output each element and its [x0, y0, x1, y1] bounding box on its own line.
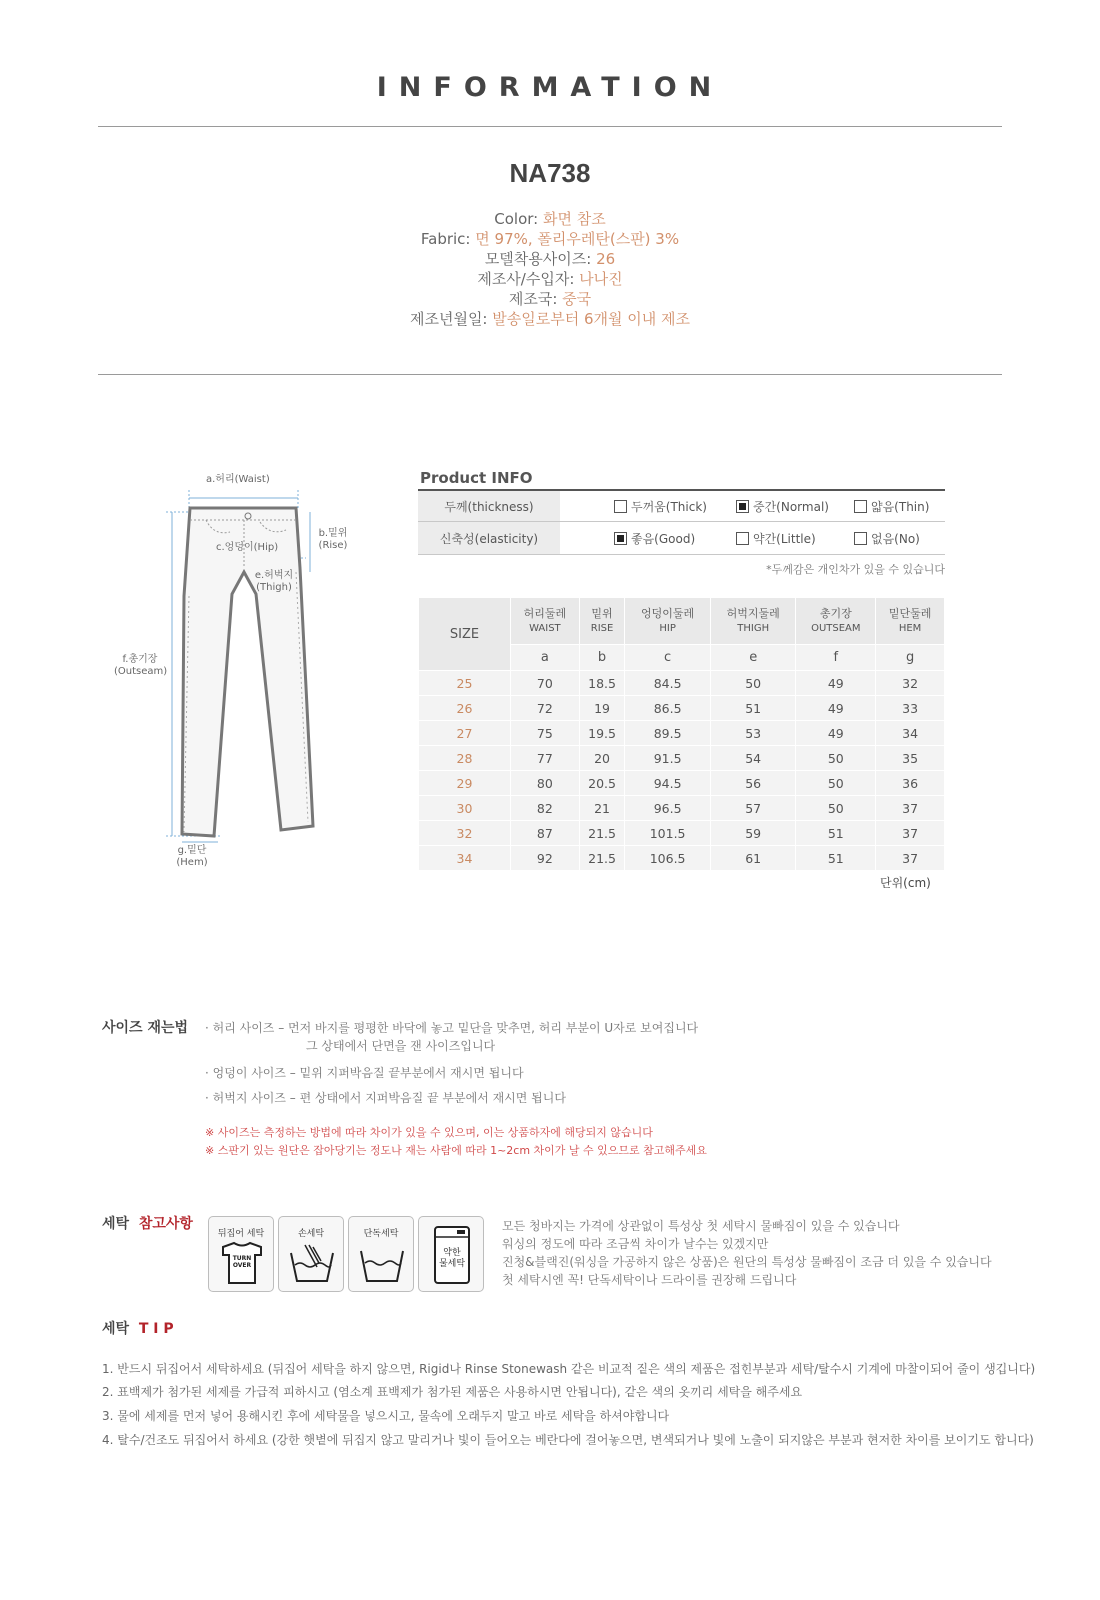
column-header-ko: 총기장 — [819, 607, 852, 620]
column-header — [796, 598, 876, 645]
hand-wash-icon — [287, 1241, 337, 1285]
spec-value: 26 — [596, 250, 616, 268]
measure-cell: 70 — [511, 671, 580, 696]
page-title: INFORMATION — [376, 72, 724, 103]
spec-label: 제조사/수입자: — [477, 270, 575, 288]
measuring-waist: · 허리 사이즈 – 먼저 바지를 평평한 바닥에 놓고 밑단을 맞추면, 허리 부분이 U자로 보여집니다 — [205, 1021, 699, 1035]
option-label: 약간(Little) — [753, 531, 816, 546]
spec-color — [0, 209, 1100, 229]
option-label: 없음(No) — [871, 531, 920, 546]
label-waist: a.허리(Waist) — [206, 474, 270, 485]
column-header-ko: 엉덩이둘레 — [641, 607, 695, 620]
column-header-en: OUTSEAM — [811, 623, 861, 634]
label-rise — [312, 528, 354, 552]
column-letter: a — [511, 645, 580, 671]
tips-title-black: 세탁 — [102, 1321, 130, 1337]
checkbox-unchecked-icon — [736, 532, 749, 545]
product-code: NA738 — [509, 158, 591, 188]
measure-cell: 37 — [876, 821, 945, 846]
washing-title-black: 세탁 — [102, 1216, 130, 1232]
divider — [98, 126, 1002, 127]
measure-cell: 34 — [876, 721, 945, 746]
measure-cell: 18.5 — [579, 671, 625, 696]
spec-list — [0, 209, 1100, 329]
tip-line: 4. 탈수/건조도 뒤집어서 하세요 (강한 햇볕에 뒤집지 않고 말리거나 빛이 들어오는 베란다에 걸어놓으면, 변색되거나 빛에 노출이 되지않은 부분과 현저한 차이를 보이기도 합니다) — [102, 1433, 1034, 1447]
thickness-row — [418, 489, 945, 522]
spec-value: 발송일로부터 6개월 이내 제조 — [492, 310, 691, 328]
size-cell: 27 — [419, 721, 511, 746]
wash-caption: 손세탁 — [297, 1229, 325, 1239]
washing-note: 첫 세탁시엔 꼭! 단독세탁이나 드라이를 권장해 드립니다 — [502, 1273, 797, 1287]
size-cell: 29 — [419, 771, 511, 796]
measure-cell: 92 — [511, 846, 580, 871]
option-little — [736, 530, 854, 547]
column-header — [625, 598, 711, 645]
measure-cell: 35 — [876, 746, 945, 771]
column-letter: e — [710, 645, 796, 671]
checkbox-unchecked-icon — [854, 500, 867, 513]
elasticity-row — [418, 522, 945, 555]
spec-label: 모델착용사이즈: — [484, 250, 592, 268]
table-row — [419, 746, 945, 771]
label-rise-ko: b.밑위 — [318, 528, 348, 539]
elasticity-label: 신축성(elasticity) — [418, 522, 560, 554]
label-hem-en: (Hem) — [176, 857, 208, 868]
elasticity-options — [560, 530, 945, 547]
measuring-waist-cont: 그 상태에서 단면을 잰 사이즈입니다 — [306, 1039, 496, 1053]
measure-cell: 87 — [511, 821, 580, 846]
option-no — [854, 530, 920, 547]
option-thick — [614, 498, 736, 515]
table-row — [419, 821, 945, 846]
measure-cell: 32 — [876, 671, 945, 696]
measure-cell: 94.5 — [625, 771, 711, 796]
washing-notes — [502, 1217, 992, 1289]
tip-line: 1. 반드시 뒤집어서 세탁하세요 (뒤집어 세탁을 하지 않으면, Rigid나 Rinse Stonewash 같은 비교적 짙은 색의 제품은 접힌부분과 세탁/탈수시 기계에 마찰이되어 줄이 생깁니다) — [102, 1362, 1036, 1376]
wash-tub-icon — [357, 1241, 407, 1285]
spec-value: 화면 참조 — [543, 210, 606, 228]
measure-cell: 37 — [876, 846, 945, 871]
checkbox-checked-icon — [614, 532, 627, 545]
measure-cell: 49 — [796, 696, 876, 721]
column-letter: b — [579, 645, 625, 671]
spec-manufacturer — [0, 269, 1100, 289]
measuring-title: 사이즈 재는법 — [102, 1020, 189, 1036]
table-row — [419, 696, 945, 721]
size-table — [418, 597, 945, 871]
label-rise-en: (Rise) — [318, 540, 348, 551]
measure-cell: 89.5 — [625, 721, 711, 746]
measure-cell: 75 — [511, 721, 580, 746]
label-thigh-ko: e.허벅지 — [254, 570, 294, 581]
column-letter: f — [796, 645, 876, 671]
column-header — [710, 598, 796, 645]
measure-cell: 54 — [710, 746, 796, 771]
measure-cell: 59 — [710, 821, 796, 846]
option-label: 두꺼움(Thick) — [631, 499, 707, 514]
measure-cell: 19.5 — [579, 721, 625, 746]
turn-over-text — [209, 1255, 275, 1269]
measure-cell: 36 — [876, 771, 945, 796]
column-header-en: THIGH — [737, 623, 770, 634]
measure-cell: 61 — [710, 846, 796, 871]
spec-value: 중국 — [562, 290, 592, 308]
measure-cell: 50 — [796, 746, 876, 771]
wash-hand — [278, 1216, 344, 1292]
column-header-en: HIP — [659, 623, 676, 634]
measure-cell: 101.5 — [625, 821, 711, 846]
column-letter: g — [876, 645, 945, 671]
table-row — [419, 796, 945, 821]
measure-cell: 91.5 — [625, 746, 711, 771]
option-good — [614, 530, 736, 547]
label-hem — [172, 845, 212, 869]
measure-cell: 19 — [579, 696, 625, 721]
measure-cell: 106.5 — [625, 846, 711, 871]
column-header-en: HEM — [898, 623, 922, 634]
measure-cell: 96.5 — [625, 796, 711, 821]
gentle-wash-line: 약한 — [443, 1248, 461, 1258]
column-header-en: RISE — [590, 623, 614, 634]
spec-label: Color: — [494, 210, 539, 228]
size-header-row — [419, 598, 945, 645]
tip-line: 2. 표백제가 첨가된 세제를 가급적 피하시고 (염소계 표백제가 첨가된 제품은 사용하시면 안됩니다), 같은 색의 옷끼리 세탁을 해주세요 — [102, 1385, 803, 1399]
size-cell: 32 — [419, 821, 511, 846]
spec-country — [0, 289, 1100, 309]
unit-label: 단위(cm) — [880, 876, 931, 890]
checkbox-unchecked-icon — [614, 500, 627, 513]
option-normal — [736, 498, 854, 515]
washing-note: 진청&블랙진(워싱을 가공하지 않은 상품)은 원단의 특성상 물빠짐이 조금 더 있을 수 있습니다 — [502, 1255, 992, 1269]
label-thigh-en: (Thigh) — [256, 582, 292, 593]
measure-cell: 50 — [796, 771, 876, 796]
measure-cell: 50 — [710, 671, 796, 696]
label-outseam-ko: f.총기장 — [122, 654, 158, 665]
wash-separate — [348, 1216, 414, 1292]
thickness-label: 두께(thickness) — [418, 491, 560, 521]
size-cell: 26 — [419, 696, 511, 721]
column-header-ko: 밑단둘레 — [888, 607, 932, 620]
measure-cell: 56 — [710, 771, 796, 796]
column-header — [876, 598, 945, 645]
spec-model-size — [0, 249, 1100, 269]
table-row — [419, 671, 945, 696]
measure-cell: 72 — [511, 696, 580, 721]
washing-title-red: 참고사항 — [138, 1216, 193, 1232]
measure-cell: 82 — [511, 796, 580, 821]
size-cell: 34 — [419, 846, 511, 871]
spec-manufacture-date — [0, 309, 1100, 329]
table-row — [419, 846, 945, 871]
size-cell: 25 — [419, 671, 511, 696]
measure-cell: 51 — [796, 821, 876, 846]
turn-over-line: TURN — [232, 1255, 252, 1262]
column-letter: c — [625, 645, 711, 671]
spec-label: Fabric: — [420, 230, 471, 248]
wash-caption: 뒤집어 세탁 — [217, 1229, 265, 1239]
table-row — [419, 721, 945, 746]
washing-note: 워싱의 정도에 따라 조금씩 차이가 날수는 있겠지만 — [502, 1237, 769, 1251]
product-info-title: Product INFO — [420, 469, 533, 487]
measure-cell: 37 — [876, 796, 945, 821]
label-hip: c.엉덩이(Hip) — [216, 542, 279, 553]
spec-value: 나나진 — [579, 270, 623, 288]
measuring-hip: · 엉덩이 사이즈 – 밑위 지퍼박음질 끝부분에서 재시면 됩니다 — [205, 1066, 524, 1080]
measure-cell: 57 — [710, 796, 796, 821]
label-hem-ko: g.밑단 — [177, 845, 207, 856]
gentle-wash-text — [419, 1248, 485, 1270]
wash-gentle — [418, 1216, 484, 1292]
wash-turn-over — [208, 1216, 274, 1292]
size-table-body — [419, 671, 945, 871]
option-label: 좋음(Good) — [631, 531, 696, 546]
spec-label: 제조국: — [508, 290, 558, 308]
column-header — [511, 598, 580, 645]
option-label: 중간(Normal) — [753, 499, 829, 514]
tips-title-red: T I P — [138, 1321, 174, 1337]
thickness-options — [560, 498, 945, 515]
measure-cell: 33 — [876, 696, 945, 721]
measure-cell: 86.5 — [625, 696, 711, 721]
measure-cell: 80 — [511, 771, 580, 796]
spec-fabric — [0, 229, 1100, 249]
washing-title — [102, 1213, 193, 1233]
measure-cell: 51 — [796, 846, 876, 871]
product-info-table — [418, 489, 945, 555]
measure-cell: 49 — [796, 671, 876, 696]
measuring-warning: ※ 사이즈는 측정하는 방법에 따라 차이가 있을 수 있으며, 이는 상품하자에 해당되지 않습니다 — [205, 1126, 653, 1139]
measure-cell: 49 — [796, 721, 876, 746]
size-cell: 28 — [419, 746, 511, 771]
measure-cell: 51 — [710, 696, 796, 721]
measure-cell: 21.5 — [579, 821, 625, 846]
table-row — [419, 771, 945, 796]
measuring-thigh: · 허벅지 사이즈 – 편 상태에서 지퍼박음질 끝 부분에서 재시면 됩니다 — [205, 1091, 566, 1105]
measuring-warning: ※ 스판기 있는 원단은 잡아당기는 정도나 재는 사람에 따라 1~2cm 차이가 날 수 있으므로 참고해주세요 — [205, 1144, 707, 1157]
measure-cell: 20 — [579, 746, 625, 771]
measure-cell: 53 — [710, 721, 796, 746]
measure-cell: 77 — [511, 746, 580, 771]
checkbox-checked-icon — [736, 500, 749, 513]
size-column-header: SIZE — [419, 598, 511, 671]
wash-caption: 단독세탁 — [363, 1229, 399, 1239]
size-cell: 30 — [419, 796, 511, 821]
tip-line: 3. 물에 세제를 먼저 넣어 용해시킨 후에 세탁물을 넣으시고, 물속에 오래두지 말고 바로 세탁을 하셔야합니다 — [102, 1409, 670, 1423]
column-header-ko: 밑위 — [591, 607, 613, 620]
tips-title — [102, 1318, 174, 1338]
measure-cell: 84.5 — [625, 671, 711, 696]
label-thigh — [250, 570, 298, 594]
checkbox-unchecked-icon — [854, 532, 867, 545]
option-label: 얇음(Thin) — [871, 499, 930, 514]
column-header — [579, 598, 625, 645]
option-thin — [854, 498, 929, 515]
label-outseam-en: (Outseam) — [114, 666, 168, 677]
measure-cell: 21 — [579, 796, 625, 821]
divider — [98, 374, 1002, 375]
measure-cell: 21.5 — [579, 846, 625, 871]
measure-cell: 20.5 — [579, 771, 625, 796]
spec-value: 면 97%, 폴리우레탄(스판) 3% — [475, 230, 680, 248]
column-header-ko: 허벅지둘레 — [726, 607, 780, 620]
jeans-diagram — [110, 476, 370, 896]
column-header-ko: 허리둘레 — [523, 607, 567, 620]
measure-cell: 50 — [796, 796, 876, 821]
column-header-en: WAIST — [529, 623, 561, 634]
spec-label: 제조년월일: — [409, 310, 488, 328]
thickness-note: *두께감은 개인차가 있을 수 있습니다 — [766, 563, 945, 576]
gentle-wash-line: 물세탁 — [438, 1259, 466, 1269]
washing-note: 모든 청바지는 가격에 상관없이 특성상 첫 세탁시 물빠짐이 있을 수 있습니다 — [502, 1219, 900, 1233]
label-outseam — [114, 654, 166, 678]
turn-over-line: OVER — [232, 1262, 252, 1269]
